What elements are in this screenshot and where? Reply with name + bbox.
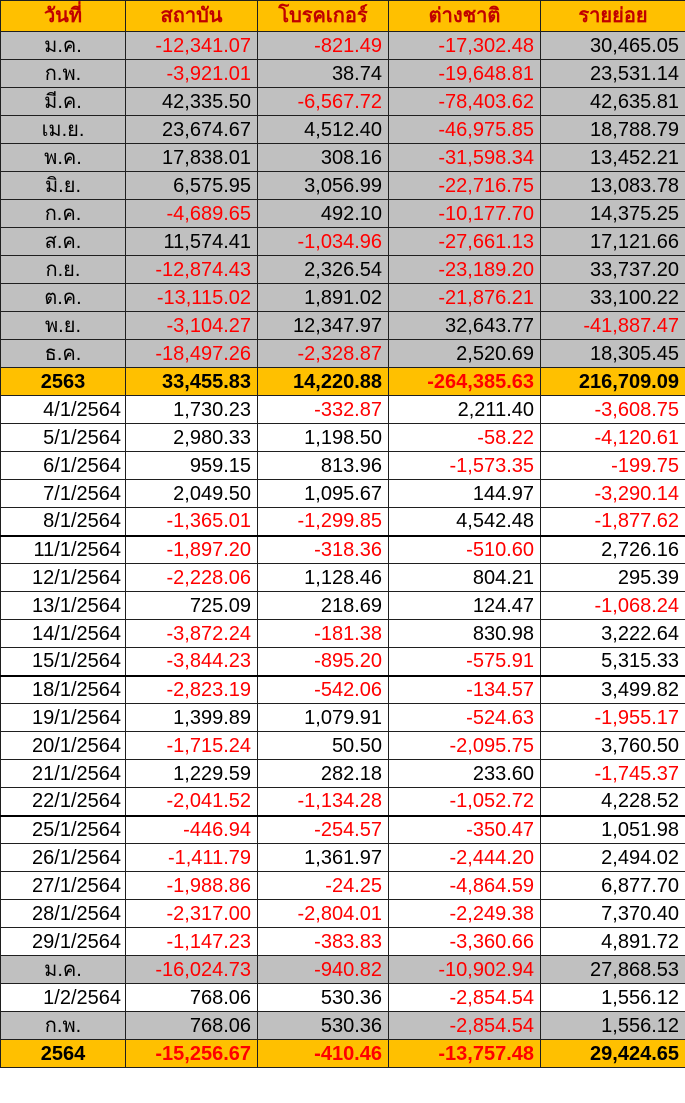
header-row [1,1,685,32]
institution-cell[interactable]: 725.09 [126,592,258,620]
period-label-cell[interactable]: ส.ค. [1,228,126,256]
institution-cell[interactable]: 6,575.95 [126,172,258,200]
broker-cell[interactable]: 308.16 [258,144,389,172]
broker-cell[interactable]: -821.49 [258,32,389,60]
period-label-cell[interactable]: พ.ย. [1,312,126,340]
retail-cell[interactable]: 4,891.72 [541,928,685,956]
date-cell[interactable]: 28/1/2564 [1,900,126,928]
foreign-cell[interactable]: 124.47 [389,592,541,620]
broker-cell[interactable]: -895.20 [258,648,389,676]
date-cell[interactable]: 29/1/2564 [1,928,126,956]
broker-cell[interactable]: -1,134.28 [258,788,389,816]
month-summary-row [1,256,685,284]
institution-cell[interactable]: 1,730.23 [126,396,258,424]
institution-cell[interactable]: -1,897.20 [126,536,258,564]
date-cell[interactable]: 5/1/2564 [1,424,126,452]
foreign-cell[interactable]: -264,385.63 [389,368,541,396]
period-label-cell[interactable]: พ.ค. [1,144,126,172]
period-label-cell[interactable]: ม.ค. [1,956,126,984]
institution-cell[interactable]: -4,689.65 [126,200,258,228]
broker-cell[interactable]: -940.82 [258,956,389,984]
institution-cell[interactable]: -1,988.86 [126,872,258,900]
header-retail[interactable]: รายย่อย [541,1,685,32]
broker-cell[interactable]: 218.69 [258,592,389,620]
retail-cell[interactable]: -3,290.14 [541,480,685,508]
month-summary-row [1,172,685,200]
table-row [1,564,685,592]
retail-cell[interactable]: -41,887.47 [541,312,685,340]
retail-cell[interactable]: 13,083.78 [541,172,685,200]
foreign-cell[interactable]: -23,189.20 [389,256,541,284]
institution-cell[interactable]: 1,229.59 [126,760,258,788]
date-cell[interactable]: 14/1/2564 [1,620,126,648]
month-summary-row [1,144,685,172]
retail-cell[interactable]: 30,465.05 [541,32,685,60]
institution-cell[interactable]: -16,024.73 [126,956,258,984]
institution-cell[interactable]: -3,844.23 [126,648,258,676]
retail-cell[interactable]: 295.39 [541,564,685,592]
retail-cell[interactable]: -4,120.61 [541,424,685,452]
month-summary-row [1,88,685,116]
broker-cell[interactable]: -332.87 [258,396,389,424]
foreign-cell[interactable]: -2,854.54 [389,984,541,1012]
month-summary-row [1,340,685,368]
retail-cell[interactable]: 13,452.21 [541,144,685,172]
retail-cell[interactable]: 6,877.70 [541,872,685,900]
broker-cell[interactable]: 530.36 [258,984,389,1012]
retail-cell[interactable]: 3,222.64 [541,620,685,648]
retail-cell[interactable]: 42,635.81 [541,88,685,116]
table-row [1,760,685,788]
date-cell[interactable]: 20/1/2564 [1,732,126,760]
foreign-cell[interactable]: 804.21 [389,564,541,592]
institution-cell[interactable]: -2,823.19 [126,676,258,704]
retail-cell[interactable]: 18,305.45 [541,340,685,368]
broker-cell[interactable]: -318.36 [258,536,389,564]
broker-cell[interactable]: 2,326.54 [258,256,389,284]
month-summary-row [1,228,685,256]
table-row [1,984,685,1012]
broker-cell[interactable]: -6,567.72 [258,88,389,116]
table-row [1,788,685,816]
broker-cell[interactable]: -410.46 [258,1040,389,1068]
broker-cell[interactable]: 1,128.46 [258,564,389,592]
table-row [1,676,685,704]
foreign-cell[interactable]: -22,716.75 [389,172,541,200]
foreign-cell[interactable]: -31,598.34 [389,144,541,172]
foreign-cell[interactable]: -2,095.75 [389,732,541,760]
date-cell[interactable]: 11/1/2564 [1,536,126,564]
table-row [1,928,685,956]
foreign-cell[interactable]: -19,648.81 [389,60,541,88]
date-cell[interactable]: 7/1/2564 [1,480,126,508]
foreign-cell[interactable]: -3,360.66 [389,928,541,956]
retail-cell[interactable]: 14,375.25 [541,200,685,228]
date-cell[interactable]: 13/1/2564 [1,592,126,620]
foreign-cell[interactable]: -575.91 [389,648,541,676]
year-summary-row [1,1040,685,1068]
month-summary-row [1,60,685,88]
institution-cell[interactable]: -1,365.01 [126,508,258,536]
foreign-cell[interactable]: -10,902.94 [389,956,541,984]
header-date[interactable]: วันที่ [1,1,126,32]
table-row [1,704,685,732]
header-foreign[interactable]: ต่างชาติ [389,1,541,32]
broker-cell[interactable]: 1,198.50 [258,424,389,452]
broker-cell[interactable]: 530.36 [258,1012,389,1040]
foreign-cell[interactable]: -134.57 [389,676,541,704]
retail-cell[interactable]: 3,499.82 [541,676,685,704]
institution-cell[interactable]: -12,874.43 [126,256,258,284]
foreign-cell[interactable]: 32,643.77 [389,312,541,340]
period-label-cell[interactable]: 2564 [1,1040,126,1068]
year-summary-row [1,368,685,396]
table-row [1,900,685,928]
foreign-cell[interactable]: -510.60 [389,536,541,564]
institution-cell[interactable]: -3,104.27 [126,312,258,340]
period-label-cell[interactable]: มิ.ย. [1,172,126,200]
foreign-cell[interactable]: 4,542.48 [389,508,541,536]
foreign-cell[interactable]: -1,052.72 [389,788,541,816]
table-row [1,732,685,760]
retail-cell[interactable]: 216,709.09 [541,368,685,396]
table-row [1,620,685,648]
retail-cell[interactable]: 33,100.22 [541,284,685,312]
retail-cell[interactable]: 27,868.53 [541,956,685,984]
foreign-cell[interactable]: -78,403.62 [389,88,541,116]
period-label-cell[interactable]: ก.พ. [1,60,126,88]
date-cell[interactable]: 8/1/2564 [1,508,126,536]
period-label-cell[interactable]: เม.ย. [1,116,126,144]
period-label-cell[interactable]: 2563 [1,368,126,396]
date-cell[interactable]: 25/1/2564 [1,816,126,844]
retail-cell[interactable]: 4,228.52 [541,788,685,816]
foreign-cell[interactable]: -21,876.21 [389,284,541,312]
foreign-cell[interactable]: 233.60 [389,760,541,788]
foreign-cell[interactable]: -524.63 [389,704,541,732]
date-cell[interactable]: 19/1/2564 [1,704,126,732]
table-row [1,844,685,872]
retail-cell[interactable]: 5,315.33 [541,648,685,676]
table-row [1,452,685,480]
institution-cell[interactable]: 11,574.41 [126,228,258,256]
institution-cell[interactable]: -3,921.01 [126,60,258,88]
foreign-cell[interactable]: -4,864.59 [389,872,541,900]
broker-cell[interactable]: 1,079.91 [258,704,389,732]
foreign-cell[interactable]: -350.47 [389,816,541,844]
foreign-cell[interactable]: -2,444.20 [389,844,541,872]
date-cell[interactable]: 18/1/2564 [1,676,126,704]
table-row [1,592,685,620]
period-label-cell[interactable]: มี.ค. [1,88,126,116]
table-body [1,32,685,1068]
retail-cell[interactable]: -1,955.17 [541,704,685,732]
foreign-cell[interactable]: -27,661.13 [389,228,541,256]
broker-cell[interactable]: 1,095.67 [258,480,389,508]
institution-cell[interactable]: -18,497.26 [126,340,258,368]
table-row [1,872,685,900]
table-row [1,508,685,536]
foreign-cell[interactable]: -46,975.85 [389,116,541,144]
institution-cell[interactable]: 42,335.50 [126,88,258,116]
broker-cell[interactable]: 12,347.97 [258,312,389,340]
retail-cell[interactable]: -1,877.62 [541,508,685,536]
retail-cell[interactable]: 3,760.50 [541,732,685,760]
table-row [1,480,685,508]
date-cell[interactable]: 6/1/2564 [1,452,126,480]
retail-cell[interactable]: 1,556.12 [541,984,685,1012]
broker-cell[interactable]: 38.74 [258,60,389,88]
broker-cell[interactable]: -542.06 [258,676,389,704]
period-label-cell[interactable]: ก.ค. [1,200,126,228]
broker-cell[interactable]: -181.38 [258,620,389,648]
retail-cell[interactable]: 29,424.65 [541,1040,685,1068]
broker-cell[interactable]: 4,512.40 [258,116,389,144]
period-label-cell[interactable]: ก.ย. [1,256,126,284]
broker-cell[interactable]: 3,056.99 [258,172,389,200]
retail-cell[interactable]: -1,068.24 [541,592,685,620]
institution-cell[interactable]: -2,041.52 [126,788,258,816]
month-summary-row [1,284,685,312]
foreign-cell[interactable]: -17,302.48 [389,32,541,60]
institution-cell[interactable]: -1,715.24 [126,732,258,760]
institution-cell[interactable]: 2,049.50 [126,480,258,508]
broker-cell[interactable]: -254.57 [258,816,389,844]
institution-cell[interactable]: -1,411.79 [126,844,258,872]
institution-cell[interactable]: 23,674.67 [126,116,258,144]
broker-cell[interactable]: 282.18 [258,760,389,788]
retail-cell[interactable]: -1,745.37 [541,760,685,788]
date-cell[interactable]: 12/1/2564 [1,564,126,592]
retail-cell[interactable]: 17,121.66 [541,228,685,256]
date-cell[interactable]: 26/1/2564 [1,844,126,872]
month-summary-row [1,1012,685,1040]
date-cell[interactable]: 15/1/2564 [1,648,126,676]
table-row [1,396,685,424]
retail-cell[interactable]: 33,737.20 [541,256,685,284]
retail-cell[interactable]: -3,608.75 [541,396,685,424]
broker-cell[interactable]: -2,804.01 [258,900,389,928]
foreign-cell[interactable]: 830.98 [389,620,541,648]
foreign-cell[interactable]: -13,757.48 [389,1040,541,1068]
broker-cell[interactable]: -24.25 [258,872,389,900]
table-row [1,816,685,844]
header-institution[interactable]: สถาบัน [126,1,258,32]
institution-cell[interactable]: 2,980.33 [126,424,258,452]
foreign-cell[interactable]: -58.22 [389,424,541,452]
date-cell[interactable]: 1/2/2564 [1,984,126,1012]
broker-cell[interactable]: 1,891.02 [258,284,389,312]
retail-cell[interactable]: 1,051.98 [541,816,685,844]
broker-cell[interactable]: 813.96 [258,452,389,480]
institution-cell[interactable]: 33,455.83 [126,368,258,396]
period-label-cell[interactable]: ธ.ค. [1,340,126,368]
broker-cell[interactable]: 492.10 [258,200,389,228]
period-label-cell[interactable]: ม.ค. [1,32,126,60]
foreign-cell[interactable]: 2,211.40 [389,396,541,424]
period-label-cell[interactable]: ก.พ. [1,1012,126,1040]
institution-cell[interactable]: -446.94 [126,816,258,844]
retail-cell[interactable]: -199.75 [541,452,685,480]
retail-cell[interactable]: 1,556.12 [541,1012,685,1040]
broker-cell[interactable]: -383.83 [258,928,389,956]
institution-cell[interactable]: -2,228.06 [126,564,258,592]
date-cell[interactable]: 21/1/2564 [1,760,126,788]
table-row [1,648,685,676]
institution-cell[interactable]: 768.06 [126,1012,258,1040]
date-cell[interactable]: 22/1/2564 [1,788,126,816]
foreign-cell[interactable]: -2,249.38 [389,900,541,928]
broker-cell[interactable]: 14,220.88 [258,368,389,396]
month-summary-row [1,956,685,984]
retail-cell[interactable]: 2,494.02 [541,844,685,872]
table-row [1,536,685,564]
month-summary-row [1,200,685,228]
institution-cell[interactable]: -12,341.07 [126,32,258,60]
foreign-cell[interactable]: 144.97 [389,480,541,508]
foreign-cell[interactable]: -2,854.54 [389,1012,541,1040]
foreign-cell[interactable]: -10,177.70 [389,200,541,228]
month-summary-row [1,32,685,60]
date-cell[interactable]: 4/1/2564 [1,396,126,424]
table-row [1,424,685,452]
foreign-cell[interactable]: 2,520.69 [389,340,541,368]
header-broker[interactable]: โบรคเกอร์ [258,1,389,32]
period-label-cell[interactable]: ต.ค. [1,284,126,312]
retail-cell[interactable]: 2,726.16 [541,536,685,564]
institution-cell[interactable]: -13,115.02 [126,284,258,312]
institution-cell[interactable]: -3,872.24 [126,620,258,648]
retail-cell[interactable]: 7,370.40 [541,900,685,928]
broker-cell[interactable]: -1,299.85 [258,508,389,536]
institution-cell[interactable]: 17,838.01 [126,144,258,172]
broker-cell[interactable]: 1,361.97 [258,844,389,872]
broker-cell[interactable]: -2,328.87 [258,340,389,368]
institution-cell[interactable]: 768.06 [126,984,258,1012]
institution-cell[interactable]: 959.15 [126,452,258,480]
foreign-cell[interactable]: -1,573.35 [389,452,541,480]
month-summary-row [1,312,685,340]
month-summary-row [1,116,685,144]
date-cell[interactable]: 27/1/2564 [1,872,126,900]
institution-cell[interactable]: -1,147.23 [126,928,258,956]
retail-cell[interactable]: 18,788.79 [541,116,685,144]
broker-cell[interactable]: 50.50 [258,732,389,760]
retail-cell[interactable]: 23,531.14 [541,60,685,88]
institution-cell[interactable]: 1,399.89 [126,704,258,732]
institution-cell[interactable]: -2,317.00 [126,900,258,928]
institution-cell[interactable]: -15,256.67 [126,1040,258,1068]
broker-cell[interactable]: -1,034.96 [258,228,389,256]
